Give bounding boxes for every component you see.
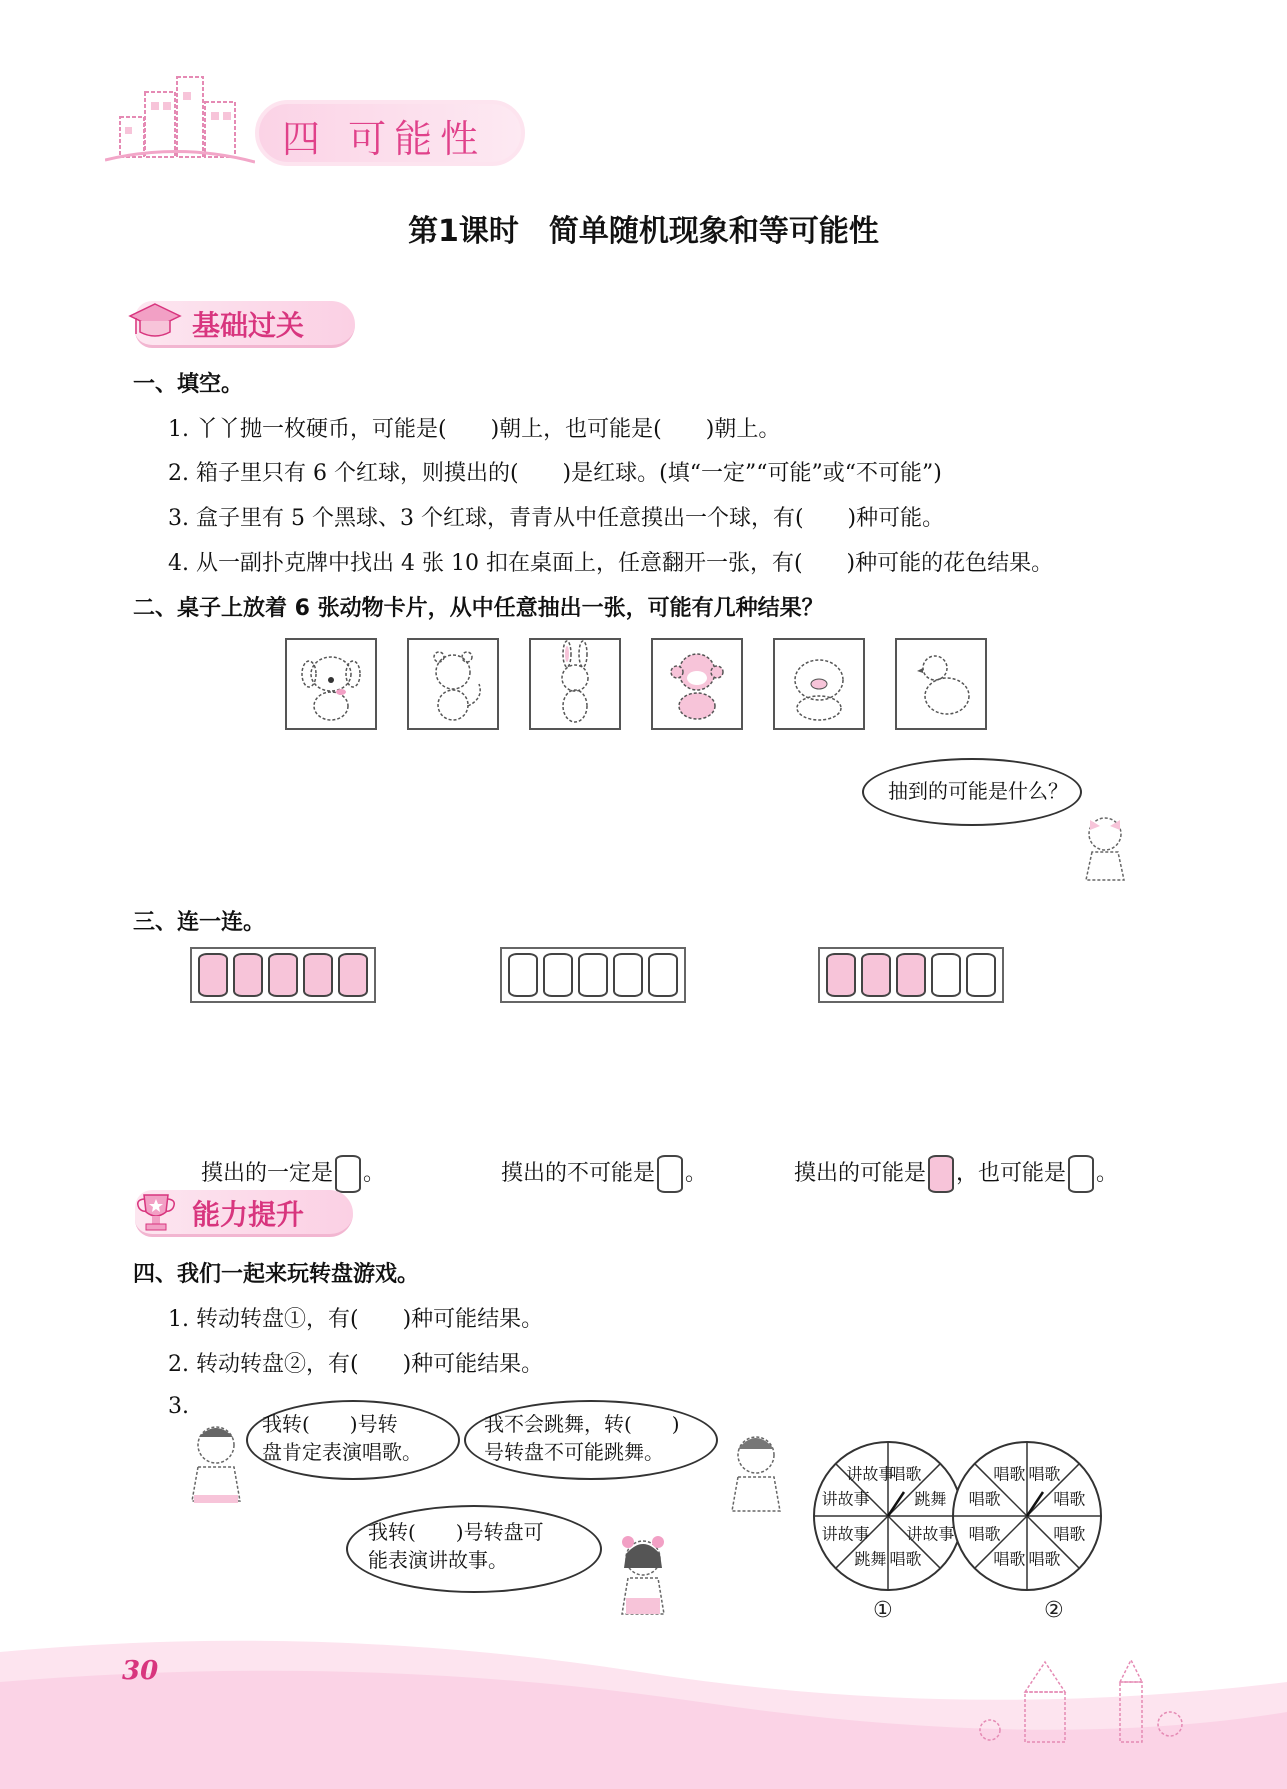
question-1-heading: 一、填空。 bbox=[133, 372, 244, 397]
question-4-item-2: 2. 转动转盘②，有( )种可能结果。 bbox=[168, 1352, 544, 1377]
statement-3 bbox=[780, 1130, 1118, 1193]
monkey-icon bbox=[653, 640, 741, 728]
question-2-bubble-text: 抽到的可能是什么？ bbox=[888, 779, 1068, 803]
rabbit-icon bbox=[531, 640, 619, 728]
wheel-sector-label: 唱歌 bbox=[1028, 1549, 1061, 1569]
statement-3-text: 摸出的可能是 bbox=[794, 1161, 927, 1186]
unit-title: 四 可能性 bbox=[282, 117, 487, 161]
wheel-sector-label: 唱歌 bbox=[889, 1464, 922, 1484]
lesson-title: 第1课时 简单随机现象和等可能性 bbox=[408, 214, 879, 249]
white-ball bbox=[931, 953, 961, 997]
question-1-item-2: 2. 箱子里只有 6 个红球，则摸出的( )是红球。(填“一定”“可能”或“不可能”) bbox=[168, 461, 942, 486]
white-ball bbox=[578, 953, 608, 997]
white-ball bbox=[648, 953, 678, 997]
white-ball bbox=[613, 953, 643, 997]
section-label-advanced: 能力提升 bbox=[192, 1198, 305, 1231]
building-illustration bbox=[105, 72, 255, 172]
speech-bubble-2-text: 我不会跳舞，转( ) 号转盘不可能跳舞。 bbox=[484, 1412, 680, 1464]
wheel-sector-label: 唱歌 bbox=[968, 1489, 1001, 1509]
pink-ball bbox=[198, 953, 228, 997]
statement-2-text: 摸出的不可能是 bbox=[501, 1161, 656, 1186]
animal-card-monkey bbox=[651, 638, 743, 730]
girl-illustration bbox=[1070, 808, 1140, 888]
wheel-sector-label: 唱歌 bbox=[1053, 1489, 1086, 1509]
question-4-item-1: 1. 转动转盘①，有( )种可能结果。 bbox=[168, 1307, 544, 1332]
statement-2-end: 。 bbox=[685, 1161, 708, 1186]
wheel-sector-label: 唱歌 bbox=[1053, 1524, 1086, 1544]
question-1-item-1: 1. 丫丫抛一枚硬币，可能是( )朝上，也可能是( )朝上。 bbox=[168, 417, 781, 442]
animal-card-chick bbox=[895, 638, 987, 730]
spinner-wheel-1 bbox=[808, 1436, 968, 1596]
question-4-item-3: 3. bbox=[168, 1394, 189, 1419]
wheel-sector-label: 跳舞 bbox=[854, 1549, 887, 1569]
boy-illustration-2 bbox=[720, 1425, 792, 1515]
question-1-item-3: 3. 盒子里有 5 个黑球、3 个红球，青青从中任意摸出一个球，有( )种可能。 bbox=[168, 506, 945, 531]
girl-illustration-2 bbox=[608, 1528, 678, 1618]
speech-bubble-3-text: 我转( )号转盘可 能表演讲故事。 bbox=[368, 1520, 544, 1572]
footer-wave-decoration bbox=[0, 1612, 1287, 1789]
animal-card-tiger bbox=[407, 638, 499, 730]
chick-icon bbox=[897, 640, 985, 728]
pink-ball bbox=[896, 953, 926, 997]
statement-3-mid: ，也可能是 bbox=[956, 1161, 1067, 1186]
statement-1-text: 摸出的一定是 bbox=[201, 1161, 334, 1186]
wheel-sector-label: 唱歌 bbox=[889, 1549, 922, 1569]
wheel-sector-label: 唱歌 bbox=[993, 1464, 1026, 1484]
statement-2 bbox=[487, 1130, 707, 1193]
question-3-heading: 三、连一连。 bbox=[133, 910, 266, 935]
pink-ball-icon bbox=[928, 1155, 954, 1193]
speech-bubble-1-text: 我转( )号转 盘肯定表演唱歌。 bbox=[262, 1412, 422, 1464]
wheel-sector-label: 唱歌 bbox=[993, 1549, 1026, 1569]
page-number: 30 bbox=[122, 1656, 159, 1686]
question-2-heading: 二、桌子上放着 6 张动物卡片，从中任意抽出一张，可能有几种结果？ bbox=[133, 596, 824, 621]
wheel-sector-label: 讲故事 bbox=[906, 1524, 955, 1544]
pink-ball bbox=[338, 953, 368, 997]
white-ball bbox=[543, 953, 573, 997]
graduation-cap-icon bbox=[128, 300, 182, 344]
statement-1-end: 。 bbox=[363, 1161, 386, 1186]
spinner-wheel-2 bbox=[947, 1436, 1107, 1596]
wheel-sector-label: 讲故事 bbox=[821, 1524, 870, 1544]
wheel-sector-label: 跳舞 bbox=[914, 1489, 947, 1509]
white-ball-icon bbox=[1068, 1155, 1094, 1193]
wheel-sector-label: 讲故事 bbox=[821, 1489, 870, 1509]
white-ball-icon bbox=[335, 1155, 361, 1193]
trophy-icon bbox=[133, 1190, 179, 1236]
white-ball bbox=[966, 953, 996, 997]
pink-ball bbox=[303, 953, 333, 997]
statement-1 bbox=[187, 1130, 385, 1193]
pink-ball bbox=[268, 953, 298, 997]
white-ball bbox=[508, 953, 538, 997]
boy-illustration-1 bbox=[180, 1415, 252, 1505]
spinner-wheel-2-caption: ② bbox=[1044, 1598, 1064, 1623]
dog-icon bbox=[287, 640, 375, 728]
animal-card-dog bbox=[285, 638, 377, 730]
animal-card-pig bbox=[773, 638, 865, 730]
tiger-icon bbox=[409, 640, 497, 728]
wheel-sector-label: 讲故事 bbox=[846, 1464, 895, 1484]
question-4-heading: 四、我们一起来玩转盘游戏。 bbox=[133, 1262, 420, 1287]
pink-ball bbox=[826, 953, 856, 997]
pig-icon bbox=[775, 640, 863, 728]
question-1-item-4: 4. 从一副扑克牌中找出 4 张 10 扣在桌面上，任意翻开一张，有( )种可能的花色结果。 bbox=[168, 551, 1054, 576]
pink-ball bbox=[861, 953, 891, 997]
statement-3-end: 。 bbox=[1096, 1161, 1119, 1186]
wheel-sector-label: 唱歌 bbox=[1028, 1464, 1061, 1484]
pink-ball bbox=[233, 953, 263, 997]
white-ball-icon bbox=[657, 1155, 683, 1193]
section-label-basic: 基础过关 bbox=[192, 309, 305, 342]
animal-card-rabbit bbox=[529, 638, 621, 730]
spinner-wheel-1-caption: ① bbox=[873, 1598, 893, 1623]
wheel-sector-label: 唱歌 bbox=[968, 1524, 1001, 1544]
